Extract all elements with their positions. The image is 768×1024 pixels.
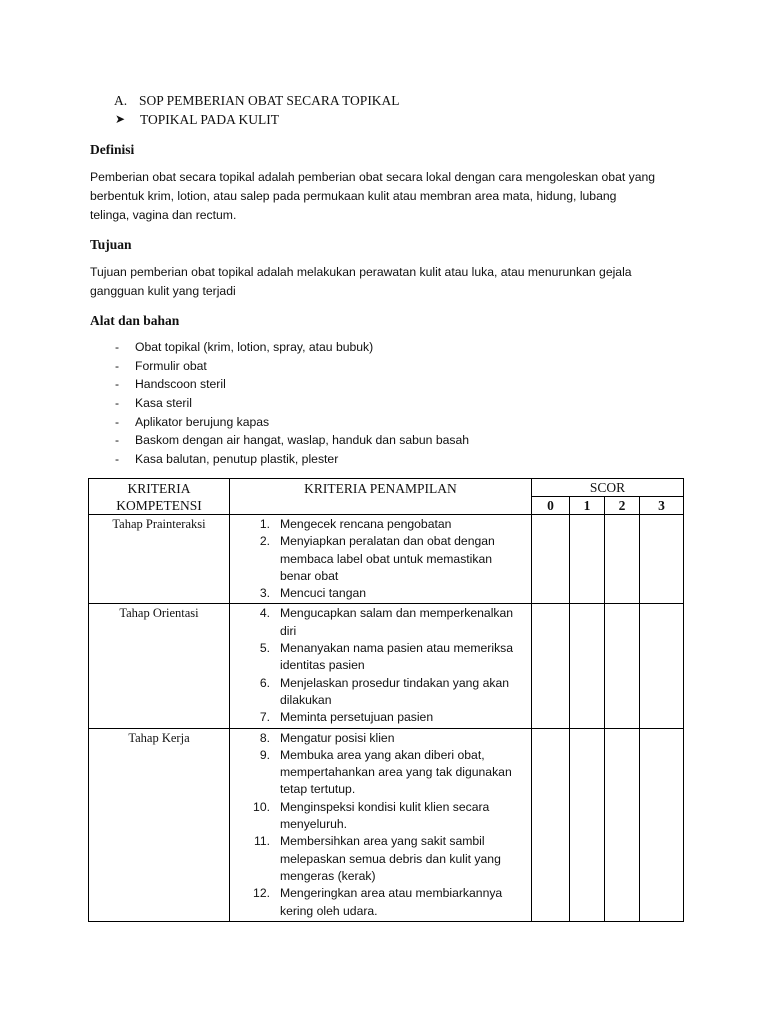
alat-list — [90, 338, 683, 469]
step-item: 5. Menanyakan nama pasien atau memeriksa identitas pasien — [259, 641, 514, 673]
list-item: - Handscoon steril — [90, 375, 683, 394]
alat-heading: Alat dan bahan — [90, 313, 180, 328]
score-cell[interactable] — [532, 728, 570, 921]
list-item: - Kasa balutan, penutup plastik, plester — [90, 450, 683, 469]
document-title — [90, 93, 683, 111]
list-item: - Kasa steril — [90, 394, 683, 413]
dash-bullet: - — [115, 377, 120, 392]
score-cell[interactable] — [532, 515, 570, 604]
step-item: 3. Mencuci tangan — [259, 586, 367, 601]
score-header: 3 — [640, 497, 684, 515]
score-cell[interactable] — [570, 728, 605, 921]
stage-name: Tahap Kerja — [89, 728, 230, 921]
definisi-line: telinga, vagina dan rectum. — [90, 208, 237, 222]
arrow-bullet-icon: ➤ — [115, 112, 126, 126]
tujuan-paragraph — [90, 263, 683, 301]
list-item: - Aplikator berujung kapas — [90, 413, 683, 432]
step-item: 11. Membersihkan area yang sakit sambil melepaskan semua debris dan kulit yang mengeras (kerak) — [253, 834, 501, 883]
tujuan-line: gangguan kulit yang terjadi — [90, 284, 236, 298]
step-item: 4. Mengucapkan salam dan memperkenalkan diri — [259, 606, 514, 638]
score-cell[interactable] — [532, 604, 570, 728]
step-item: 8. Mengatur posisi klien — [259, 730, 395, 745]
step-item: 2. Menyiapkan peralatan dan obat dengan membaca label obat untuk memastikan benar obat — [259, 534, 495, 583]
score-header: 0 — [532, 497, 570, 515]
dash-bullet: - — [115, 340, 120, 354]
step-item: 7. Meminta persetujuan pasien — [259, 710, 434, 725]
definisi-line: berbentuk krim, lotion, atau salep pada permukaan kulit atau membran area mata, hidung, lubang — [90, 189, 617, 203]
stage-steps — [230, 728, 532, 921]
assessment-table — [88, 478, 684, 922]
score-header: 1 — [570, 497, 605, 515]
col-header-kriteria-penampilan: KRITERIA PENAMPILAN — [230, 479, 532, 515]
score-cell[interactable] — [640, 515, 684, 604]
step-item: 10. Menginspeksi kondisi kulit klien secara menyeluruh. — [253, 799, 490, 832]
stage-steps — [230, 604, 532, 728]
dash-bullet: - — [115, 433, 120, 448]
definisi-paragraph — [90, 168, 683, 225]
score-cell[interactable] — [605, 515, 640, 604]
table-row — [89, 604, 684, 728]
score-cell[interactable] — [640, 604, 684, 728]
score-cell[interactable] — [640, 728, 684, 921]
stage-name: Tahap Prainteraksi — [89, 515, 230, 604]
title-marker: A. — [114, 93, 128, 108]
step-item: 6. Menjelaskan prosedur tindakan yang akan dilakukan — [259, 675, 510, 707]
step-item: 1. Mengecek rencana pengobatan — [259, 517, 452, 531]
score-cell[interactable] — [605, 728, 640, 921]
score-cell[interactable] — [570, 604, 605, 728]
definisi-heading: Definisi — [90, 142, 135, 157]
score-header: 2 — [605, 497, 640, 515]
document-page — [90, 93, 683, 469]
definisi-line: Pemberian obat secara topikal adalah pemberian obat secara lokal dengan cara mengoleskan obat yang — [90, 170, 656, 184]
dash-bullet: - — [115, 414, 120, 429]
list-item: - Obat topikal (krim, lotion, spray, atau bubuk) — [90, 338, 683, 357]
title-text: SOP PEMBERIAN OBAT SECARA TOPIKAL — [139, 93, 400, 108]
col-header-kriteria-kompetensi: KRITERIA KOMPETENSI — [89, 479, 230, 515]
tujuan-heading: Tujuan — [90, 237, 132, 252]
stage-steps — [230, 515, 532, 604]
dash-bullet: - — [115, 452, 120, 467]
table-row — [89, 728, 684, 921]
step-item: 12. Mengeringkan area atau membiarkannya kering oleh udara. — [253, 886, 503, 918]
list-item: - Formulir obat — [90, 357, 683, 376]
col-header-scor: SCOR — [532, 479, 684, 497]
step-item: 9. Membuka area yang akan diberi obat, mempertahankan area yang tak digunakan tetap tertutup. — [259, 747, 512, 797]
document-subtitle — [90, 112, 683, 130]
subtitle-text: TOPIKAL PADA KULIT — [140, 112, 280, 127]
list-item: - Baskom dengan air hangat, waslap, handuk dan sabun basah — [90, 431, 683, 450]
tujuan-line: Tujuan pemberian obat topikal adalah melakukan perawatan kulit atau luka, atau menurunkan gejala — [90, 265, 632, 279]
score-cell[interactable] — [605, 604, 640, 728]
stage-name: Tahap Orientasi — [89, 604, 230, 728]
score-cell[interactable] — [570, 515, 605, 604]
dash-bullet: - — [115, 358, 120, 373]
dash-bullet: - — [115, 396, 120, 411]
table-row — [89, 515, 684, 604]
